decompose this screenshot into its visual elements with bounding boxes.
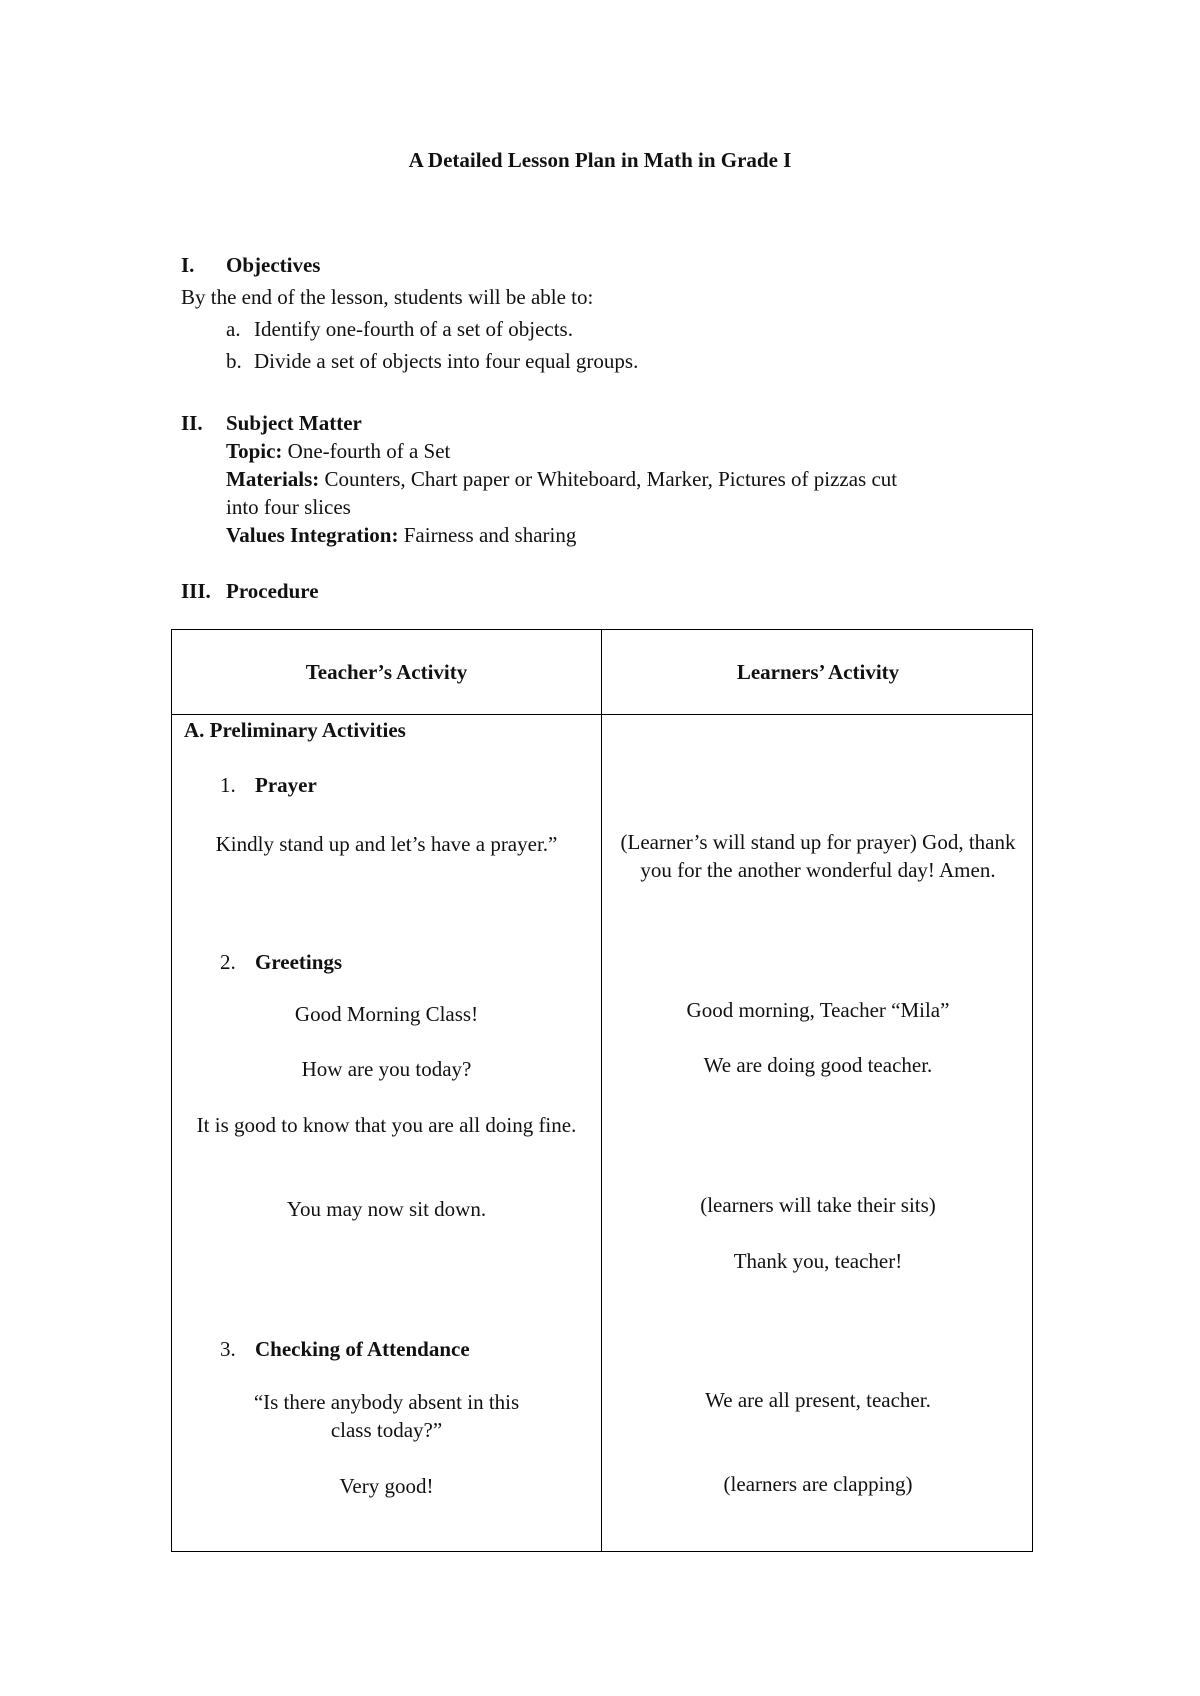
objective-letter-b: b. [226,349,242,373]
values-line [226,521,576,549]
subject-matter-number: II. [181,411,203,435]
attendance-number: 3. [220,1337,236,1361]
procedure-number: III. [181,579,211,603]
objectives-heading: Objectives [226,253,321,277]
materials-value: Counters, Chart paper or Whiteboard, Marker, Pictures of pizzas cut [324,467,898,491]
prayer-learners-text: (Learner’s will stand up for prayer) God, thank you for the another wonderful day! Amen. [620,830,1016,882]
objective-item-a: Identify one-fourth of a set of objects. [254,317,573,341]
preliminary-activities-title: A. Preliminary Activities [184,718,406,742]
attendance-label: Checking of Attendance [255,1337,470,1361]
attendance-teacher-1: “Is there anybody absent in this class today?” [253,1390,520,1442]
greetings-learners-2: We are doing good teacher. [703,1053,933,1077]
materials-label: Materials: [226,467,320,491]
greetings-learners-4: Thank you, teacher! [733,1249,903,1273]
objective-item-b: Divide a set of objects into four equal groups. [254,349,639,373]
procedure-heading: Procedure [226,579,319,603]
greetings-teacher-2: How are you today? [301,1057,472,1081]
prayer-label: Prayer [255,773,317,797]
topic-line [226,437,450,465]
values-value: Fairness and sharing [403,523,577,547]
greetings-learners-1: Good morning, Teacher “Mila” [686,998,950,1022]
teacher-activity-header: Teacher’s Activity [305,660,468,684]
attendance-learners-2: (learners are clapping) [723,1472,913,1496]
attendance-teacher-2: Very good! [339,1474,434,1498]
objectives-intro: By the end of the lesson, students will be able to: [181,285,594,309]
objective-letter-a: a. [226,317,241,341]
subject-matter-heading: Subject Matter [226,411,362,435]
greetings-teacher-4: You may now sit down. [286,1197,487,1221]
procedure-table [171,629,1033,1552]
objectives-number: I. [181,253,195,277]
greetings-teacher-3: It is good to know that you are all doing fine. [196,1113,577,1137]
greetings-number: 2. [220,950,236,974]
topic-value: One-fourth of a Set [287,439,451,463]
greetings-learners-3: (learners will take their sits) [700,1193,936,1217]
materials-line [226,465,897,493]
table-column-divider [601,630,602,1551]
materials-value-continued: into four slices [226,495,351,519]
greetings-label: Greetings [255,950,343,974]
table-header-divider [172,714,1032,715]
values-label: Values Integration: [226,523,399,547]
prayer-number: 1. [220,773,236,797]
prayer-teacher-text: Kindly stand up and let’s have a prayer.” [215,832,558,856]
page-title: A Detailed Lesson Plan in Math in Grade I [408,148,792,172]
topic-label: Topic: [226,439,283,463]
attendance-learners-1: We are all present, teacher. [705,1388,931,1412]
learners-activity-header: Learners’ Activity [736,660,900,684]
greetings-teacher-1: Good Morning Class! [294,1002,479,1026]
